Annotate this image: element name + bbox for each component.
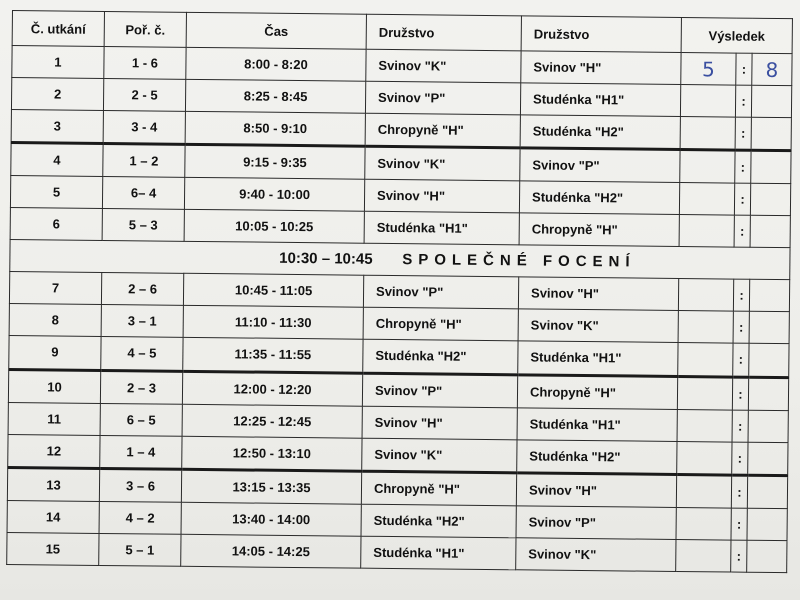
score-separator: : <box>735 85 751 117</box>
score-team-2-value: 8 <box>765 57 779 82</box>
match-order: 2 – 6 <box>101 273 183 306</box>
match-time: 14:05 - 14:25 <box>181 534 361 568</box>
match-order: 2 – 3 <box>100 370 182 404</box>
match-team-1: Svinov "H" <box>364 179 519 213</box>
match-time: 8:00 - 8:20 <box>186 47 366 81</box>
score-team-2[interactable] <box>748 410 788 442</box>
score-team-1[interactable] <box>676 507 731 540</box>
score-team-1[interactable] <box>676 474 731 508</box>
match-team-2: Svinov "K" <box>516 538 676 572</box>
match-team-1: Svinov "P" <box>365 81 520 115</box>
match-team-2: Studénka "H2" <box>520 115 680 150</box>
score-team-2[interactable] <box>749 344 789 377</box>
match-number: 11 <box>8 402 100 435</box>
header-order-no: Poř. č. <box>104 11 186 47</box>
match-team-1: Studénka "H1" <box>364 211 519 245</box>
score-team-1[interactable] <box>678 311 733 344</box>
match-team-1: Studénka "H2" <box>361 504 516 538</box>
match-team-1: Svinov "K" <box>362 438 517 473</box>
score-team-2[interactable] <box>749 280 789 312</box>
match-number: 4 <box>11 143 103 177</box>
match-order: 3 - 4 <box>103 111 185 145</box>
match-team-1: Svinov "K" <box>366 49 521 83</box>
match-time: 10:05 - 10:25 <box>184 210 364 244</box>
match-number: 15 <box>7 532 99 565</box>
score-separator: : <box>733 311 749 343</box>
match-time: 8:25 - 8:45 <box>185 79 365 113</box>
match-order: 5 – 1 <box>99 533 181 566</box>
header-time: Čas <box>186 12 366 49</box>
score-separator: : <box>732 410 748 442</box>
match-time: 12:00 - 12:20 <box>182 371 362 406</box>
match-team-1: Chropyně "H" <box>363 308 518 342</box>
match-row <box>7 532 787 572</box>
score-team-2[interactable] <box>751 150 791 183</box>
match-team-2: Studénka "H1" <box>517 407 677 441</box>
match-order: 5 – 3 <box>102 209 184 242</box>
match-team-1: Svinov "H" <box>362 406 517 440</box>
match-team-1: Svinov "P" <box>363 276 518 310</box>
score-separator: : <box>731 508 747 540</box>
score-separator: : <box>733 279 749 311</box>
score-team-2[interactable] <box>747 475 787 508</box>
match-team-2: Svinov "P" <box>516 506 676 540</box>
match-team-2: Svinov "K" <box>518 309 678 343</box>
match-order: 4 – 2 <box>99 501 181 534</box>
match-time: 13:15 - 13:35 <box>181 469 361 504</box>
header-team-1: Družstvo <box>366 14 521 51</box>
match-time: 13:40 - 14:00 <box>181 502 361 536</box>
match-time: 11:35 - 11:55 <box>183 338 363 373</box>
score-team-2[interactable] <box>751 85 791 117</box>
match-number: 14 <box>7 500 99 533</box>
score-team-2[interactable] <box>747 508 787 540</box>
match-team-2: Svinov "H" <box>518 277 678 311</box>
match-team-2: Studénka "H2" <box>517 439 677 474</box>
match-number: 12 <box>8 434 100 468</box>
match-order: 1 - 6 <box>104 46 186 79</box>
header-team-2: Družstvo <box>521 16 681 53</box>
match-order: 6 – 5 <box>100 403 182 436</box>
match-team-2: Svinov "H" <box>516 472 676 507</box>
match-number: 7 <box>9 272 101 305</box>
match-number: 1 <box>12 46 104 79</box>
match-team-2: Chropyně "H" <box>519 213 679 247</box>
score-separator: : <box>733 344 749 377</box>
score-separator: : <box>732 377 748 410</box>
banner-label: SPOLEČNÉ FOCENÍ <box>402 251 636 271</box>
score-team-2[interactable] <box>751 117 791 150</box>
match-team-2: Studénka "H1" <box>518 341 678 376</box>
match-time: 12:50 - 13:10 <box>182 436 362 471</box>
match-time: 9:15 - 9:35 <box>185 144 365 179</box>
match-order: 6– 4 <box>102 177 184 210</box>
header-result: Výsledek <box>681 18 792 54</box>
score-team-2[interactable] <box>747 540 787 573</box>
score-team-1[interactable] <box>677 376 732 410</box>
score-team-1[interactable] <box>680 117 735 151</box>
match-team-2: Svinov "P" <box>520 148 680 183</box>
match-number: 5 <box>10 176 102 209</box>
match-number: 9 <box>9 336 101 370</box>
match-time: 12:25 - 12:45 <box>182 404 362 438</box>
match-order: 1 – 2 <box>103 144 185 178</box>
score-team-1[interactable] <box>681 53 736 86</box>
match-number: 10 <box>8 369 100 403</box>
score-team-2[interactable] <box>750 216 790 248</box>
match-number: 2 <box>11 78 103 111</box>
match-team-1: Svinov "P" <box>362 373 517 408</box>
match-team-1: Studénka "H2" <box>363 340 518 375</box>
score-team-1[interactable] <box>676 539 731 572</box>
score-team-2[interactable] <box>750 183 790 215</box>
match-number: 13 <box>7 467 99 501</box>
score-separator: : <box>734 215 750 247</box>
score-separator: : <box>731 540 747 572</box>
banner-time: 10:30 – 10:45 <box>279 250 373 269</box>
match-order: 1 – 4 <box>100 435 182 469</box>
score-team-2[interactable] <box>748 377 788 410</box>
match-team-2: Studénka "H2" <box>519 181 679 215</box>
score-separator: : <box>731 475 747 508</box>
score-team-1[interactable] <box>677 409 732 442</box>
score-team-1-value: 5 <box>701 56 715 81</box>
score-team-1[interactable] <box>679 183 734 216</box>
match-order: 3 – 6 <box>99 468 181 502</box>
score-separator: : <box>735 117 751 150</box>
match-time: 8:50 - 9:10 <box>185 111 365 146</box>
match-team-2: Chropyně "H" <box>517 374 677 409</box>
score-team-2[interactable] <box>749 312 789 344</box>
match-number: 6 <box>10 208 102 241</box>
score-team-1[interactable] <box>677 441 732 475</box>
match-team-2: Svinov "H" <box>521 51 681 85</box>
score-separator: : <box>736 53 752 85</box>
match-order: 2 - 5 <box>103 79 185 112</box>
score-team-2[interactable] <box>748 442 788 475</box>
score-team-1[interactable] <box>678 279 733 312</box>
match-time: 11:10 - 11:30 <box>183 306 363 340</box>
match-team-1: Svinov "K" <box>365 146 520 181</box>
score-team-2[interactable] <box>752 53 792 85</box>
match-time: 9:40 - 10:00 <box>184 178 364 212</box>
match-time: 10:45 - 11:05 <box>183 274 363 308</box>
schedule-table <box>6 10 793 573</box>
match-team-1: Studénka "H1" <box>361 536 516 570</box>
match-team-2: Studénka "H1" <box>520 83 680 117</box>
match-order: 4 – 5 <box>101 337 183 371</box>
schedule-body <box>7 46 792 573</box>
match-team-1: Chropyně "H" <box>365 113 520 148</box>
score-separator: : <box>734 183 750 215</box>
match-number: 8 <box>9 304 101 337</box>
score-separator: : <box>735 150 751 183</box>
score-team-1[interactable] <box>680 150 735 184</box>
score-team-1[interactable] <box>678 343 733 377</box>
match-order: 3 – 1 <box>101 305 183 338</box>
score-team-1[interactable] <box>679 215 734 248</box>
header-match-no: Č. utkání <box>12 11 104 47</box>
score-team-1[interactable] <box>680 85 735 118</box>
match-team-1: Chropyně "H" <box>361 471 516 506</box>
match-number: 3 <box>11 110 103 144</box>
score-separator: : <box>732 442 748 475</box>
